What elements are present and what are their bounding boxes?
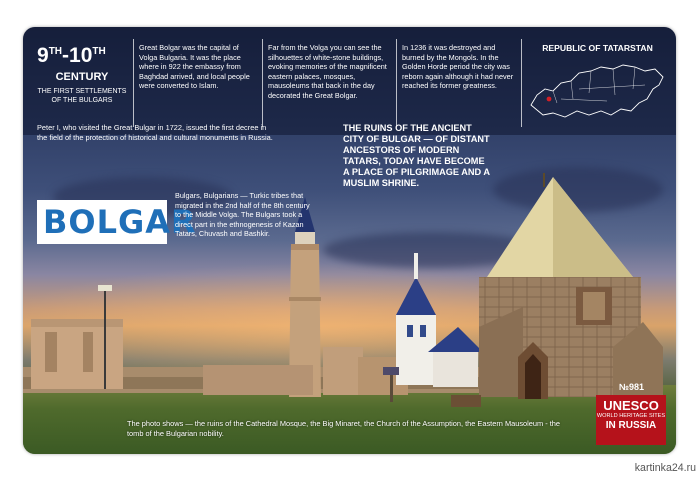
bulgars-text: Bulgars, Bulgarians — Turkic tribes that migrated in the 2nd half of the 8th century to the Middle Volga. The Bulgars took a direct part in the ethnogenesis of Kazan Tatars, Chuvash and Bashkir. [175, 191, 310, 238]
history-text-silhouettes: Far from the Volga you can see the silhouettes of white-stone buildings, evoking memories of the magnificent eastern palaces, mosques, mausoleums that back in the day decorated the Great Bolgar. [268, 43, 387, 100]
ruins-text: THE RUINS OF THE ANCIENT CITY OF BULGAR — OF DISTANT ANCESTORS OF MODERN TATARS, TODAY HAVE BECOME A PLACE OF PILGRIMAGE AND A MUSLIM SHRINE. [343, 123, 490, 188]
unesco-title: UNESCO [603, 398, 659, 413]
postcard [23, 27, 676, 454]
century-heading: 9TH-10TH [37, 44, 106, 67]
card-number: №981 [619, 382, 645, 392]
column-divider [396, 39, 397, 127]
century-subtitle: THE FIRST SETTLEMENTS OF THE BULGARS [37, 88, 127, 104]
unesco-badge [596, 395, 666, 445]
unesco-country: IN RUSSIA [605, 420, 657, 431]
history-text-mongols: In 1236 it was destroyed and burned by the Mongols. In the Golden Horde period the city was reborn again although it had never reached its former greatness. [402, 43, 514, 91]
region-title: REPUBLIC OF TATARSTAN [542, 43, 653, 53]
peter-text: Peter I, who visited the Great Bulgar in 1722, issued the first decree in the field of the protection of historical and cultural monuments in Russia. [37, 123, 273, 142]
century-to: 10 [69, 44, 93, 67]
century-suffix: TH [48, 46, 63, 57]
column-divider [521, 39, 522, 127]
photo-caption: The photo shows — the ruins of the Cathedral Mosque, the Big Minaret, the Church of the Assumption, the Eastern Mausoleum - the tomb of the Bulgarian nobility. [127, 419, 560, 438]
column-divider [262, 39, 263, 127]
century-word: CENTURY [55, 71, 109, 83]
column-divider [133, 39, 134, 127]
century-suffix: TH [92, 46, 106, 57]
history-text-capital: Great Bolgar was the capital of Volga Bulgaria. It was the place where in 922 the embassy from Baghdad arrived, and local people were converted to Islam. [139, 43, 250, 91]
title-box [37, 200, 197, 244]
watermark: kartinka24.ru [634, 462, 696, 474]
unesco-subtitle: WORLD HERITAGE SITES [596, 413, 666, 419]
tatarstan-marker [547, 97, 552, 102]
russia-map [527, 59, 667, 127]
century-from: 9 [37, 44, 49, 67]
bolgar-title: BOLGAR [43, 203, 197, 241]
